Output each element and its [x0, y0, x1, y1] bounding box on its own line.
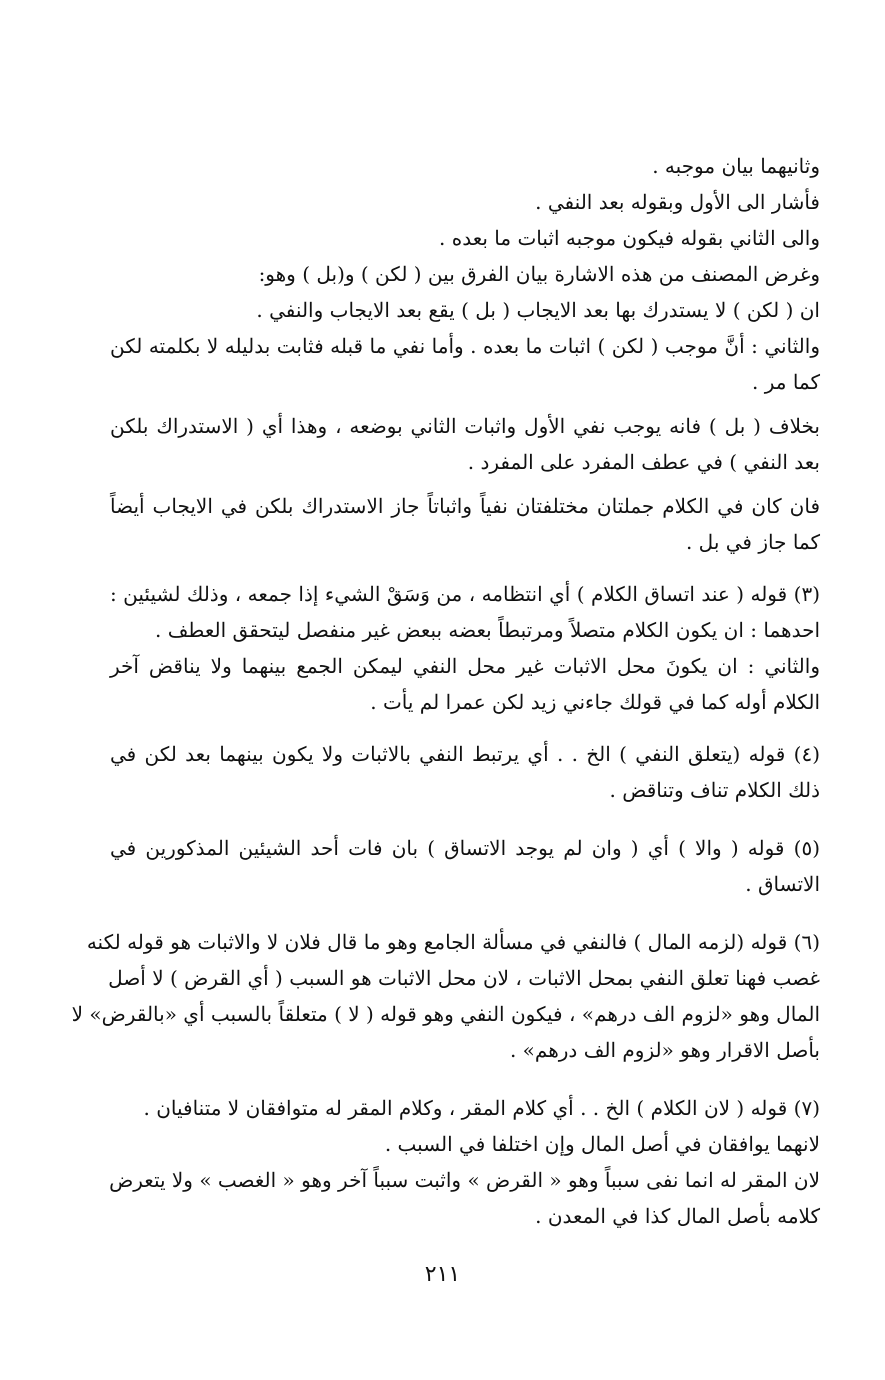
text-line: غصب فهنا تعلق النفي بمحل الاثبات ، لان محل الاثبات هو السبب ( أي القرض ) لا أصل: [108, 966, 820, 990]
footnote-6: [71, 924, 820, 1068]
text-line: ان ( لكن ) لا يستدرك بها بعد الايجاب ( بل ) يقع بعد الايجاب والنفي .: [256, 298, 820, 322]
footnote-7: [110, 1090, 820, 1234]
text-line: (٤) قوله (يتعلق النفي ) الخ . . أي يرتبط النفي بالاثبات ولا يكون بينهما بعد لكن في: [110, 742, 820, 766]
text-line: الاتساق .: [745, 872, 820, 896]
text-line: وثانيهما بيان موجبه .: [652, 154, 820, 178]
footnote-3: [110, 576, 820, 720]
text-line: (٦) قوله (لزمه المال ) فالنفي في مسألة الجامع وهو ما قال فلان لا والاثبات هو قوله لكنه: [86, 930, 820, 954]
text-line: كلامه بأصل المال كذا في المعدن .: [535, 1204, 820, 1228]
paragraph-block-3: [110, 488, 820, 560]
text-line: فأشار الى الأول وبقوله بعد النفي .: [535, 190, 820, 214]
text-line: والثاني : ان يكونَ محل الاثبات غير محل النفي ليمكن الجمع بينهما ولا يناقض آخر: [110, 654, 820, 678]
text-line: (٣) قوله ( عند اتساق الكلام ) أي انتظامه ، من وَسَقْ الشيء إذا جمعه ، وذلك لشيئين :: [110, 582, 820, 606]
text-line: بأصل الاقرار وهو «لزوم الف درهم» .: [509, 1038, 820, 1062]
text-line: (٥) قوله ( والا ) أي ( وان لم يوجد الاتساق ) بان فات أحد الشيئين المذكورين في: [110, 836, 820, 860]
text-line: كما جاز في بل .: [685, 530, 820, 554]
text-line: والى الثاني بقوله فيكون موجبه اثبات ما بعده .: [439, 226, 820, 250]
text-line: وغرض المصنف من هذه الاشارة بيان الفرق بين ( لكن ) و(بل ) وهو:: [258, 262, 820, 286]
text-line: (٧) قوله ( لان الكلام ) الخ . . أي كلام المقر ، وكلام المقر له متوافقان لا متنافيان .: [143, 1096, 820, 1120]
page-number: ٢١١: [424, 1262, 461, 1287]
paragraph-block-2: [110, 408, 820, 480]
paragraph-block-1: [110, 148, 820, 400]
text-line: المال وهو «لزوم الف درهم» ، فيكون النفي وهو قوله ( لا ) متعلقاً بالسبب أي «بالقرض» لا: [71, 1002, 820, 1026]
text-line: بعد النفي ) في عطف المفرد على المفرد .: [467, 450, 820, 474]
text-line: كما مر .: [752, 370, 820, 394]
text-line: ذلك الكلام تناف وتناقض .: [609, 778, 820, 802]
text-line: فان كان في الكلام جملتان مختلفتان نفياً واثباتاً جاز الاستدراك بلكن في الايجاب أيضاً: [110, 494, 820, 518]
page-body: [71, 148, 820, 1234]
footnote-4: [110, 736, 820, 808]
footnote-5: [110, 830, 820, 902]
text-line: لان المقر له انما نفى سبباً وهو « القرض » واثبت سبباً آخر وهو « الغصب » ولا يتعرض: [109, 1168, 820, 1192]
text-line: والثاني : أنَّ موجب ( لكن ) اثبات ما بعده . وأما نفي ما قبله فثابت بدليله لا بكلمته لكن: [110, 334, 820, 358]
text-line: احدهما : ان يكون الكلام متصلاً ومرتبطاً بعضه ببعض غير منفصل ليتحقق العطف .: [155, 618, 820, 642]
text-line: الكلام أوله كما في قولك جاءني زيد لكن عمرا لم يأت .: [370, 690, 820, 714]
text-line: بخلاف ( بل ) فانه يوجب نفي الأول واثبات الثاني بوضعه ، وهذا أي ( الاستدراك بلكن: [110, 414, 820, 438]
text-line: لانهما يوافقان في أصل المال وإن اختلفا في السبب .: [384, 1132, 820, 1156]
